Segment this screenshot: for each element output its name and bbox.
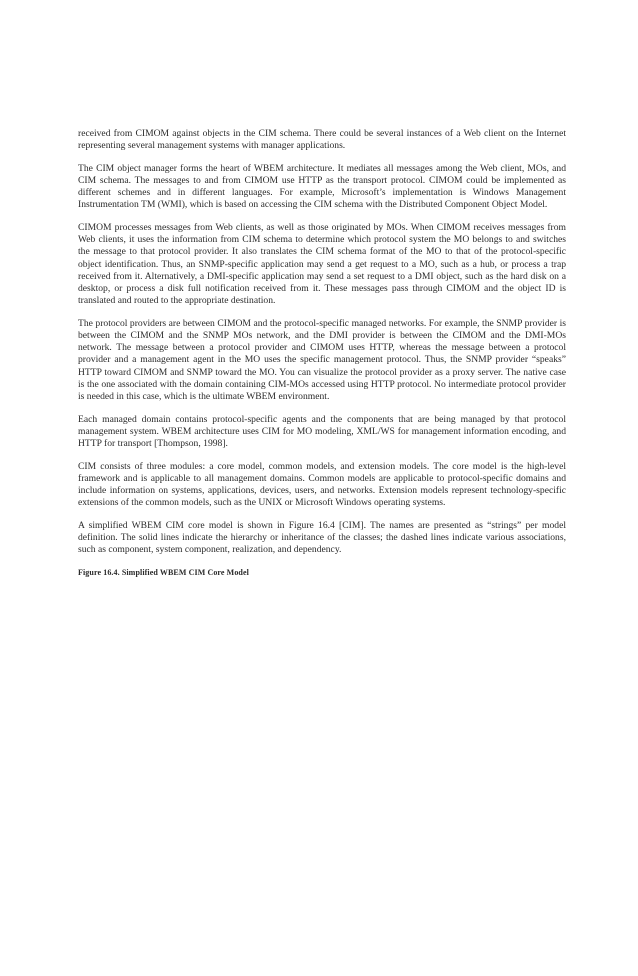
paragraph-4: The protocol providers are between CIMOM and the protocol-specific managed networks. For example, the SNMP provider is between the CIMOM and the SNMP MOs network, and the DMI provider is between the CIMOM and the DMI-MOs network. The message between a protocol provider and CIMOM uses HTTP, whereas the message between a protocol provider and a management agent in the MO uses the specific management protocol. Thus, the SNMP provider “speaks” HTTP toward CIMOM and SNMP toward the MO. You can visualize the protocol provider as a proxy server. The native case is the one associated with the domain containing CIM-MOs accessed using HTTP protocol. No intermediate protocol provider is needed in this case, which is the ultimate WBEM environment. bbox=[78, 317, 566, 403]
body-text bbox=[78, 128, 566, 579]
paragraph-1: received from CIMOM against objects in the CIM schema. There could be several instances of a Web client on the Internet representing several management systems with manager applications. bbox=[78, 128, 566, 152]
paragraph-3: CIMOM processes messages from Web clients, as well as those originated by MOs. When CIMOM receives messages from Web clients, it uses the information from CIM schema to determine which protocol system the MO belongs to and switches the message to that protocol provider. It also translates the CIM schema format of the MO to that of the protocol-specific object identification. Thus, an SNMP-specific application may send a get request to a MO, such as a hub, or process a trap received from it. Alternatively, a DMI-specific application may send a set request to a DMI object, such as the hard disk on a desktop, or process a disk full notification received from it. These messages pass through CIMOM and the object ID is translated and routed to the appropriate destination. bbox=[78, 222, 566, 307]
paragraph-7: A simplified WBEM CIM core model is shown in Figure 16.4 [CIM]. The names are presented as “strings” per model definition. The solid lines indicate the hierarchy or inheritance of the classes; the dashed lines indicate various associations, such as component, system component, realization, and dependency. bbox=[78, 519, 566, 556]
paragraph-2: The CIM object manager forms the heart of WBEM architecture. It mediates all messages among the Web client, MOs, and CIM schema. The messages to and from CIMOM use HTTP as the transport protocol. CIMOM could be implemented as different schemes and in different languages. For example, Microsoft’s implementation is Windows Management Instrumentation TM (WMI), which is based on accessing the CIM schema with the Distributed Component Object Model. bbox=[78, 162, 566, 211]
paragraph-6: CIM consists of three modules: a core model, common models, and extension models. The core model is the high-level framework and is applicable to all management domains. Common models are applicable to protocol-specific domains and include information on systems, applications, devices, users, and networks. Extension models represent technology-specific extensions of the common models, such as the UNIX or Microsoft Windows operating systems. bbox=[78, 460, 566, 509]
figure-caption: Figure 16.4. Simplified WBEM CIM Core Model bbox=[78, 567, 249, 577]
paragraph-5: Each managed domain contains protocol-specific agents and the components that are being managed by that protocol management system. WBEM architecture uses CIM for MO modeling, XML/WS for management information encoding, and HTTP for transport [Thompson, 1998]. bbox=[78, 413, 566, 450]
